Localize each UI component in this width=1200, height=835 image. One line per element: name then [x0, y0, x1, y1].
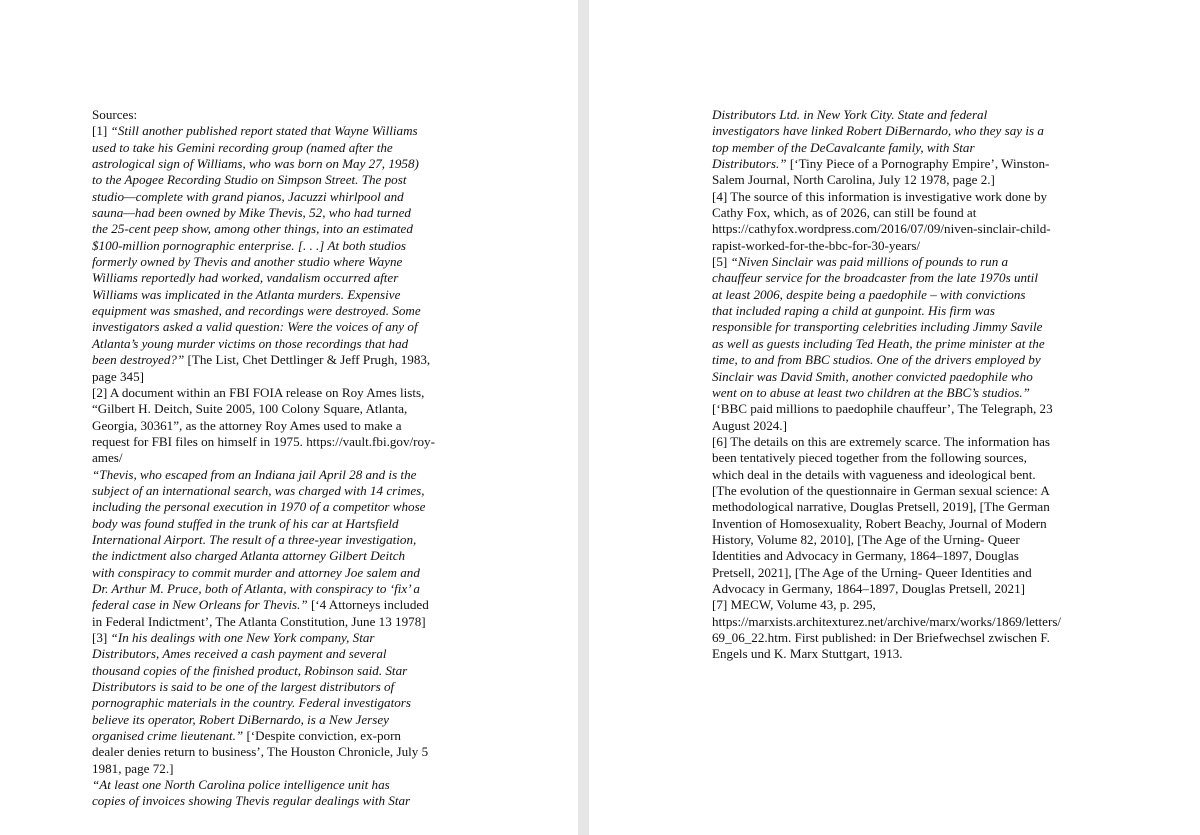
text-line	[92, 793, 462, 809]
text-run: [The List, Chet Dettlinger & Jeff Prugh, 1983,	[184, 352, 431, 368]
text-line	[712, 287, 1077, 303]
text-line	[92, 614, 462, 630]
text-run: [1]	[92, 123, 111, 139]
text-run: with conspiracy to commit murder and attorney Joe salem and	[92, 564, 420, 580]
text-run: Distributors is said to be one of the largest distributors of	[92, 679, 395, 695]
text-run: as well as guests including Ted Heath, the prime minister at the	[712, 335, 1045, 351]
text-line	[712, 548, 1077, 564]
text-run: equipment was smashed, and recordings were destroyed. Some	[92, 303, 421, 319]
text-line	[712, 352, 1077, 368]
text-line	[712, 565, 1077, 581]
text-line	[712, 434, 1077, 450]
text-line	[92, 646, 462, 662]
text-line	[92, 123, 462, 139]
text-run: [3]	[92, 630, 111, 645]
text-run: [The evolution of the questionnaire in German sexual science: A	[712, 482, 1050, 498]
text-run: Sources:	[92, 107, 138, 122]
text-line	[92, 434, 462, 450]
text-run: been tentatively pieced together from the following sources,	[712, 450, 1027, 466]
text-run: [5]	[712, 254, 731, 270]
text-line	[712, 205, 1077, 221]
text-line	[92, 695, 462, 711]
text-run: pornographic materials in the country. Federal investigators	[92, 695, 411, 711]
text-run: Distributors Ltd. in New York City. State and federal	[712, 107, 988, 122]
text-line	[92, 744, 462, 760]
text-line	[92, 450, 462, 466]
text-line	[92, 418, 462, 434]
text-run: Salem Journal, North Carolina, July 12 1978, page 2.]	[712, 172, 995, 188]
text-run: “Still another published report stated that Wayne Williams	[110, 123, 418, 139]
text-run: copies of invoices showing Thevis regular dealings with Star	[92, 793, 411, 809]
text-run: sauna—had been owned by Mike Thevis, 52, who had turned	[92, 205, 411, 221]
text-run: [2] A document within an FBI FOIA release on Roy Ames lists,	[92, 384, 425, 400]
text-run: 1981, page 72.]	[92, 760, 174, 776]
text-line	[92, 728, 462, 744]
text-run: Dr. Arthur M. Pruce, both of Atlanta, with conspiracy to ‘fix’ a	[92, 580, 420, 596]
text-line	[712, 499, 1077, 515]
text-run: https://cathyfox.wordpress.com/2016/07/09/niven-sinclair-child-	[712, 221, 1051, 237]
text-line	[712, 385, 1077, 401]
text-run: [‘Tiny Piece of a Pornography Empire’, Winston-	[786, 156, 1050, 172]
text-line	[712, 630, 1077, 646]
text-run: dealer denies return to business’, The Houston Chronicle, July 5	[92, 744, 429, 760]
text-run: Georgia, 30361”, as the attorney Roy Ames used to make a	[92, 417, 402, 433]
text-line	[712, 156, 1077, 172]
text-line	[92, 238, 462, 254]
text-run: Cathy Fox, which, as of 2026, can still be found at	[712, 205, 977, 221]
text-line	[712, 303, 1077, 319]
text-run: top member of the DeCavalcante family, with Star	[712, 139, 975, 155]
text-run: [7] MECW, Volume 43, p. 295,	[712, 597, 876, 613]
right-page-text	[712, 107, 1077, 663]
text-line	[712, 319, 1077, 335]
text-run: formerly owned by Thevis and another studio where Wayne	[92, 254, 403, 270]
text-run: in Federal Indictment’, The Atlanta Constitution, June 13 1978]	[92, 613, 426, 629]
text-run: Distributors, Ames received a cash payment and several	[92, 646, 387, 662]
text-line	[712, 532, 1077, 548]
text-run: used to take his Gemini recording group (named after the	[92, 139, 393, 155]
text-run: chauffeur service for the broadcaster from the late 1970s until	[712, 270, 1038, 286]
text-line	[712, 418, 1077, 434]
text-line	[92, 467, 462, 483]
text-run: Atlanta’s young murder victims on those recordings that had	[92, 335, 409, 351]
text-line	[92, 352, 462, 368]
text-line	[92, 221, 462, 237]
text-run: “In his dealings with one New York company, Star	[110, 630, 375, 645]
text-line	[92, 548, 462, 564]
text-run: body was found stuffed in the trunk of his car at Hartsfield	[92, 515, 399, 531]
text-run: Williams was implicated in the Atlanta murders. Expensive	[92, 286, 401, 302]
text-run: ames/	[92, 450, 123, 466]
text-line	[92, 205, 462, 221]
text-run: including the personal execution in 1970 of a competitor whose	[92, 499, 426, 515]
left-page	[0, 0, 578, 835]
text-line	[712, 107, 1077, 123]
text-run: federal case in New Orleans for Thevis.”	[92, 597, 308, 613]
text-line	[92, 761, 462, 777]
text-run: International Airport. The result of a three-year investigation,	[92, 531, 417, 547]
text-line	[92, 369, 462, 385]
right-page	[589, 0, 1200, 835]
text-line	[92, 679, 462, 695]
text-line	[712, 123, 1077, 139]
text-run: to the Apogee Recording Studio on Simpson Street. The post	[92, 172, 407, 188]
text-run: https://marxists.architexturez.net/archive/marx/works/1869/letters/	[712, 613, 1062, 629]
text-line	[712, 450, 1077, 466]
text-line	[92, 140, 462, 156]
text-run: page 345]	[92, 368, 144, 384]
text-run: that included raping a child at gunpoint. His firm was	[712, 303, 995, 319]
text-line	[712, 597, 1077, 613]
text-line	[712, 140, 1077, 156]
text-line	[92, 172, 462, 188]
text-line	[92, 385, 462, 401]
text-run: the indictment also charged Atlanta attorney Gilbert Deitch	[92, 548, 406, 564]
text-line	[92, 597, 462, 613]
text-run: astrological sign of Williams, who was born on May 27, 1958)	[92, 156, 419, 172]
text-line	[712, 238, 1077, 254]
text-run: Sinclair was David Smith, another convicted paedophile who	[712, 368, 1033, 384]
text-run: believe its operator, Robert DiBernardo, is a New Jersey	[92, 711, 389, 727]
text-line	[92, 712, 462, 728]
text-line	[92, 270, 462, 286]
text-line	[92, 532, 462, 548]
text-run: studio—complete with grand pianos, Jacuzzi whirlpool and	[92, 188, 404, 204]
text-line	[712, 221, 1077, 237]
text-run: [6] The details on this are extremely scarce. The information has	[712, 433, 1051, 449]
text-line	[92, 287, 462, 303]
text-run: investigators have linked Robert DiBernardo, who they say is a	[712, 123, 1044, 139]
text-run: Pretsell, 2021], [The Age of the Urning- Queer Identities and	[712, 564, 1032, 580]
text-run: the 25-cent peep show, among other things, into an estimated	[92, 221, 413, 237]
text-run: went on to abuse at least two children at the BBC’s studios.”	[712, 384, 1030, 400]
text-run: organised crime lieutenant.”	[92, 728, 244, 744]
text-line	[92, 483, 462, 499]
text-run: request for FBI files on himself in 1975. https://vault.fbi.gov/roy-	[92, 433, 435, 449]
text-line	[92, 565, 462, 581]
text-line	[92, 189, 462, 205]
text-run: [4] The source of this information is investigative work done by	[712, 188, 1048, 204]
text-run: Advocacy in Germany, 1864–1897, Douglas Pretsell, 2021]	[712, 580, 1025, 596]
text-run: thousand copies of the finished product, Robinson said. Star	[92, 662, 408, 678]
text-run: “Thevis, who escaped from an Indiana jail April 28 and is the	[92, 466, 417, 482]
text-run: Williams reportedly had worked, vandalism occurred after	[92, 270, 399, 286]
text-line	[92, 156, 462, 172]
text-line	[92, 630, 462, 646]
text-run: [‘BBC paid millions to paedophile chauffeur’, The Telegraph, 23	[712, 401, 1053, 417]
text-run: [‘Despite conviction, ex-porn	[243, 728, 401, 744]
text-line	[712, 483, 1077, 499]
text-run: Distributors.”	[712, 156, 787, 172]
text-line	[712, 270, 1077, 286]
text-line	[712, 581, 1077, 597]
text-line	[92, 303, 462, 319]
text-run: “Gilbert H. Deitch, Suite 2005, 100 Colony Square, Atlanta,	[92, 401, 408, 417]
text-run: 69_06_22.htm. First published: in Der Briefwechsel zwischen F.	[712, 630, 1050, 645]
text-line	[92, 107, 462, 123]
text-line	[92, 499, 462, 515]
text-line	[712, 401, 1077, 417]
text-run: been destroyed?”	[92, 352, 185, 368]
text-line	[92, 401, 462, 417]
text-line	[712, 172, 1077, 188]
text-run: Invention of Homosexuality, Robert Beachy, Journal of Modern	[712, 515, 1047, 531]
text-line	[712, 189, 1077, 205]
text-line	[712, 646, 1077, 662]
text-run: methodological narrative, Douglas Pretsell, 2019], [The German	[712, 499, 1050, 515]
text-run: rapist-worked-for-the-bbc-for-30-years/	[712, 237, 921, 253]
text-run: at least 2006, despite being a paedophile – with convictions	[712, 286, 1026, 302]
text-run: $100-million pornographic enterprise. [. . .] At both studios	[92, 237, 407, 253]
text-line	[712, 254, 1077, 270]
text-run: History, Volume 82, 2010], [The Age of the Urning- Queer	[712, 531, 1020, 547]
text-line	[712, 467, 1077, 483]
text-line	[712, 516, 1077, 532]
text-line	[712, 614, 1077, 630]
text-run: “Niven Sinclair was paid millions of pounds to run a	[730, 254, 1009, 270]
text-run: time, to and from BBC studios. One of the drivers employed by	[712, 352, 1041, 368]
text-line	[712, 336, 1077, 352]
text-run: responsible for transporting celebrities including Jimmy Savile	[712, 319, 1043, 335]
text-run: Engels und K. Marx Stuttgart, 1913.	[712, 646, 903, 662]
text-run: subject of an international search, was charged with 14 crimes,	[92, 482, 425, 498]
text-run: “At least one North Carolina police intelligence unit has	[92, 777, 390, 793]
text-run: [‘4 Attorneys included	[307, 597, 429, 613]
text-run: investigators asked a valid question: Were the voices of any of	[92, 319, 418, 335]
left-page-text	[92, 107, 462, 810]
text-line	[712, 369, 1077, 385]
text-line	[92, 516, 462, 532]
text-line	[92, 254, 462, 270]
text-line	[92, 319, 462, 335]
text-run: August 2024.]	[712, 417, 787, 433]
text-run: which deal in the details with vagueness and ideological bent.	[712, 466, 1036, 482]
text-line	[92, 777, 462, 793]
text-line	[92, 581, 462, 597]
text-run: Identities and Advocacy in Germany, 1864–1897, Douglas	[712, 548, 1019, 564]
text-line	[92, 336, 462, 352]
text-line	[92, 663, 462, 679]
